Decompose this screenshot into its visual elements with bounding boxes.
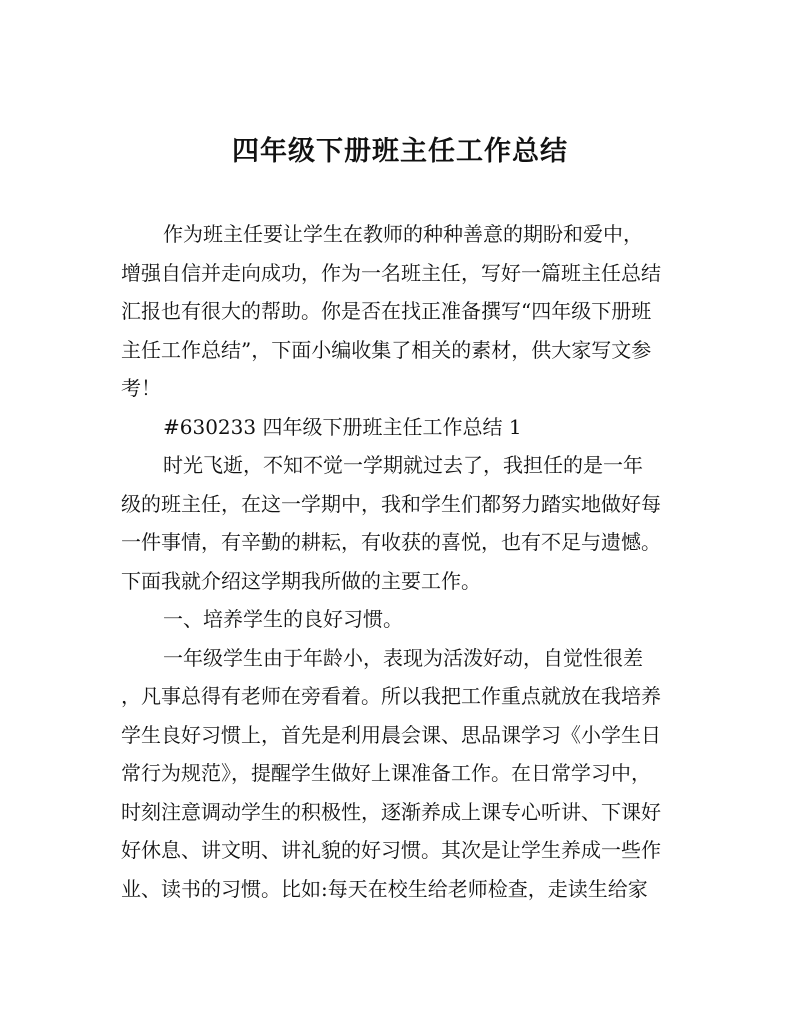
body-line: 时刻注意调动学生的积极性，逐渐养成上课专心听讲、下课好 [121, 799, 661, 824]
body-line: 主任工作总结”，下面小编收集了相关的素材，供大家写文参 [121, 337, 652, 362]
document-body [121, 215, 681, 908]
body-line: 下面我就介绍这学期我所做的主要工作。 [121, 568, 481, 593]
body-line: 业、读书的习惯。比如:每天在校生给老师检查，走读生给家 [121, 876, 648, 901]
document-title: 四年级下册班主任工作总结 [232, 136, 568, 167]
body-line: 考！ [121, 376, 161, 400]
body-line: #630233 四年级下册班主任工作总结 1 [163, 414, 522, 439]
body-line: 好休息、讲文明、讲礼貌的好习惯。其次是让学生养成一些作 [121, 838, 661, 862]
body-line: 汇报也有很大的帮助。你是否在找正准备撰写“四年级下册班 [121, 299, 652, 323]
body-line: 级的班主任，在这一学期中，我和学生们都努力踏实地做好每 [121, 491, 661, 516]
body-line: ，凡事总得有老师在旁看着。所以我把工作重点就放在我培养 [121, 684, 661, 708]
body-line: 时光飞逝，不知不觉一学期就过去了，我担任的是一年 [163, 453, 643, 477]
body-line: 学生良好习惯上，首先是利用晨会课、思品课学习《小学生日 [121, 722, 661, 747]
body-line: 一年级学生由于年龄小，表现为活泼好动，自觉性很差 [163, 645, 643, 670]
body-line: 一件事情，有辛勤的耕耘，有收获的喜悦，也有不足与遗憾。 [121, 530, 661, 554]
body-line: 一、培养学生的良好习惯。 [163, 607, 403, 631]
body-line: 常行为规范》，提醒学生做好上课准备工作。在日常学习中， [121, 761, 651, 785]
body-line: 增强自信并走向成功，作为一名班主任，写好一篇班主任总结 [121, 260, 661, 285]
body-line: 作为班主任要让学生在教师的种种善意的期盼和爱中， [163, 222, 643, 246]
